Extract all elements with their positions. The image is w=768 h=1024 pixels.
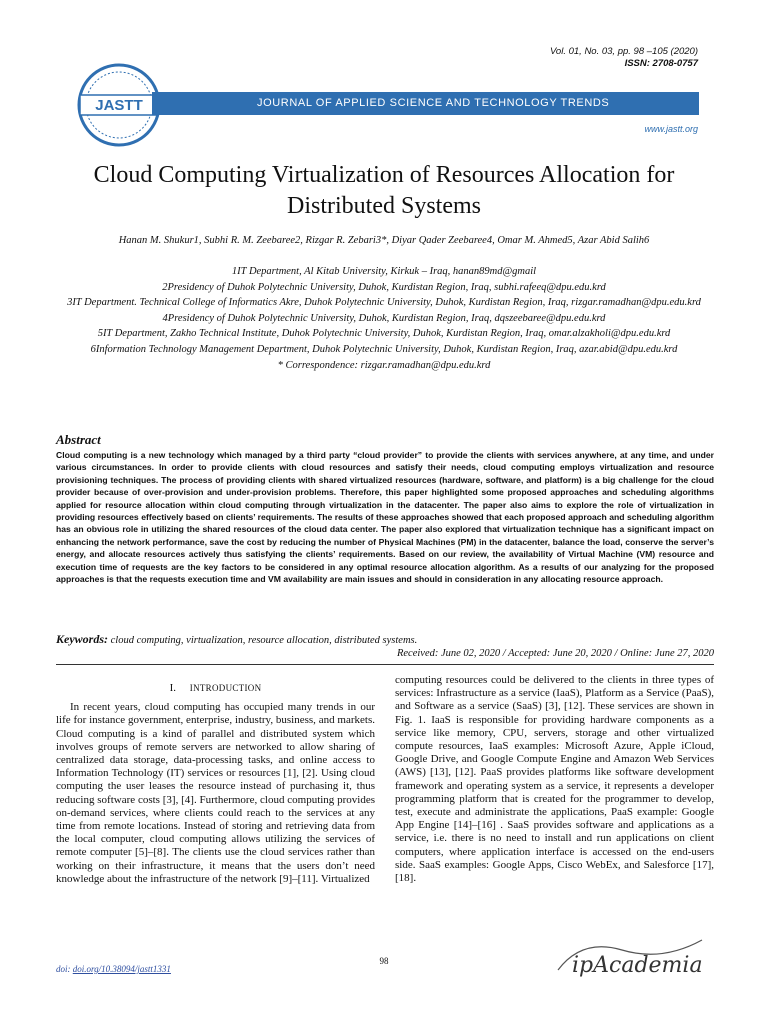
divider-line bbox=[56, 664, 714, 665]
jastt-logo bbox=[76, 62, 162, 148]
logo-text: JASTT bbox=[95, 97, 143, 114]
left-column bbox=[56, 682, 375, 886]
affiliation-6: 6Information Technology Management Department, Duhok Polytechnic University, Duhok, Kurdistan Region, Iraq, azar.abid@dpu.edu.krd bbox=[90, 343, 678, 355]
abstract-text: Cloud computing is a new technology which managed by a third party “cloud provider” to provide the clients with services anywhere, at any time, and under various circumstances. In order to provide clients with cloud resources and satisfy their needs, cloud computing employs virtualization and resource provisioning techniques. The process of providing clients with shared virtualized resources (hardware, software, and platform) is a big challenge for the cloud provider because of over-provision and under-provision problems. Therefore, this paper highlighted some proposed approaches and scheduling algorithms applied for resource allocation within cloud computing through virtualization in the datacenter. The paper also aims to explore the role of virtualization in providing resources effectively based on clients’ requirements. The results of these approaches showed that each proposed approach and scheduling algorithm has an obvious role in utilizing the shared resources of the cloud data center. The paper also explored that virtualization technique has a significant impact on enhancing the network performance, save the cost by reducing the number of Physical Machines (PM) in the datacenter, balance the load, conserve the server’s energy, and allocate resources actively thus satisfying the clients’ requirements. Based on our review, the availability of Virtual Machine (VM) resource and execution time of requests are the key factors to be considered in any optimal resource allocation algorithm. As a results of our analyzing for the proposed approaches is that the requests execution time and VM availability are main issues and should in consideration in any allocating resource approach. bbox=[56, 450, 714, 585]
section-heading bbox=[56, 682, 375, 695]
issn-line: ISSN: 2708-0757 bbox=[624, 58, 698, 69]
keywords-label: Keywords: bbox=[56, 632, 108, 646]
keywords-text: cloud computing, virtualization, resource allocation, distributed systems. bbox=[110, 635, 418, 646]
section-title: INTRODUCTION bbox=[189, 683, 262, 693]
journal-website-link[interactable]: www.jastt.org bbox=[644, 124, 698, 134]
intro-paragraph-right: computing resources could be delivered to the clients in three types of services: Infrastructure as a service (IaaS), Platform as a Service (PaaS), and Software as a service (SaaS) [3], [12]. These services are shown in Fig. 1. IaaS is responsible for providing hardware components as a service like memory, CPU, servers, storage and other virtualized compute resources, IaaS examples: Microsoft Azure, Apple iCloud, Google Drive, and Google Compute Engine and Amazon Web Services (AWS) [13], [12]. PaaS provides platforms like software development framework and operating system as a service, it represents a developer programming platform that is created for the programmer to develop, test, execute and administrate the applications, PaaS example: Google App Engine [14]–[16] . SaaS provides software and applications as a service, i.e. there is no need to install and run applications on client computers, where application interface is accessed on the end-users side. SaaS examples: Google Apps, Cisco WebEx, and Salesforce [17], [18]. bbox=[395, 674, 714, 885]
affiliations bbox=[40, 264, 728, 373]
abstract-heading: Abstract bbox=[56, 432, 101, 447]
paper-title: Cloud Computing Virtualization of Resources Allocation for Distributed Systems bbox=[93, 162, 675, 219]
publisher-logo-text: ipAcademia bbox=[572, 953, 703, 978]
right-column bbox=[395, 674, 714, 885]
page-number: 98 bbox=[379, 956, 389, 966]
volume-line: Vol. 01, No. 03, pp. 98 –105 (2020) bbox=[549, 46, 698, 57]
affiliation-3: 3IT Department. Technical College of Informatics Akre, Duhok Polytechnic University, Duhok, Kurdistan Region, Iraq, rizgar.ramadhan@dpu.edu.krd bbox=[67, 297, 701, 309]
intro-paragraph-left: In recent years, cloud computing has occupied many trends in our life for instance government, enterprise, industry, business, and markets. Cloud computing is a kind of parallel and distributed system which involves groups of remote servers are networked to allow sharing of centralized data storage, data-processing tasks, and online access to Information Technology (IT) services or resources [1], [2]. Using cloud computing the user leases the resource instead of purchasing it, thus reducing software costs [3], [4]. Furthermore, cloud computing provides on-demand services, where clients could reach to the services at any time from remote locations. Instead of storing and retrieving data from the local computer, cloud computing allows utilizing the services of remote computer [5]–[8]. The clients use the cloud services rather than working on their infrastructure, it means that the users don’t need knowledge about the infrastructure of the network [9]–[11]. Virtualized bbox=[56, 701, 375, 885]
affiliation-4: 4Presidency of Duhok Polytechnic University, Duhok, Kurdistan Region, Iraq, dqszeebaree@dpu.edu.krd bbox=[162, 312, 606, 324]
journal-banner: JOURNAL OF APPLIED SCIENCE AND TECHNOLOGY TRENDS bbox=[152, 92, 699, 115]
received-dates: Received: June 02, 2020 / Accepted: June 20, 2020 / Online: June 27, 2020 bbox=[396, 648, 714, 659]
doi-footer bbox=[56, 964, 171, 974]
doi-link[interactable]: doi.org/10.38094/jastt1331 bbox=[72, 964, 171, 974]
doi-label: doi: bbox=[56, 964, 71, 974]
keywords bbox=[56, 632, 714, 647]
ipacademia-logo bbox=[552, 930, 714, 986]
volume-info bbox=[550, 46, 698, 70]
author-list: Hanan M. Shukur1, Subhi R. M. Zeebaree2, Rizgar R. Zebari3*, Diyar Qader Zeebaree4, Omar M. Ahmed5, Azar Abid Salih6 bbox=[118, 235, 650, 246]
affiliation-1: 1IT Department, Al Kitab University, Kirkuk – Iraq, hanan89md@gmail bbox=[231, 266, 537, 277]
affiliation-2: 2Presidency of Duhok Polytechnic University, Duhok, Kurdistan Region, Iraq, subhi.rafeeq@dpu.edu.krd bbox=[162, 281, 606, 293]
affiliation-5: 5IT Department, Zakho Technical Institute, Duhok Polytechnic University, Duhok, Kurdistan Region, Iraq, omar.alzakholi@dpu.edu.krd bbox=[97, 328, 671, 340]
correspondence: * Correspondence: rizgar.ramadhan@dpu.edu.krd bbox=[277, 359, 491, 371]
section-number: I. bbox=[169, 682, 177, 694]
